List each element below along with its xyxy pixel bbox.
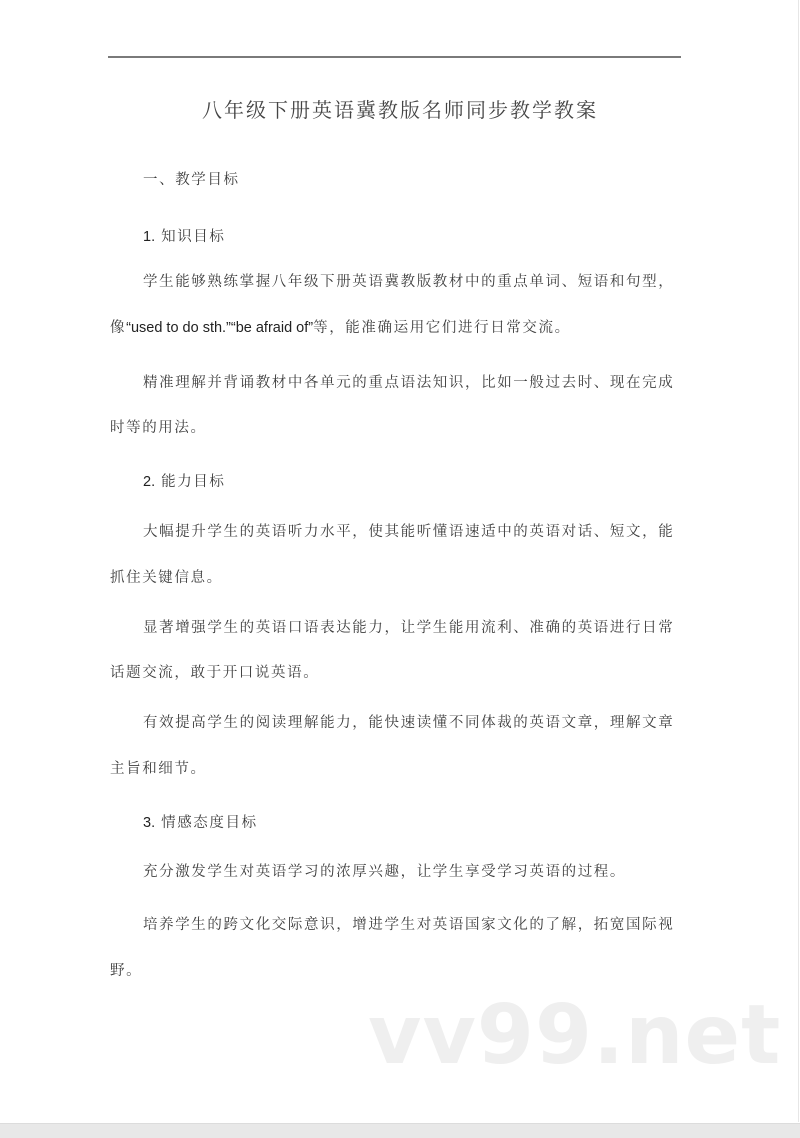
text-fragment: 等，能准确运用它们进行日常交流。 [313, 320, 571, 336]
subsection-title: 情感态度目标 [161, 815, 258, 831]
subsection-number: 3. [143, 815, 156, 831]
paragraph-line: 抓住关键信息。 [110, 570, 223, 586]
section-heading: 一、教学目标 [143, 172, 240, 188]
paragraph-line: 精准理解并背诵教材中各单元的重点语法知识，比如一般过去时、现在完成 [143, 375, 675, 391]
english-phrases: “used to do sth.”“be afraid of” [126, 320, 314, 336]
paragraph-line: 野。 [110, 963, 143, 979]
paragraph-line: 话题交流，敢于开口说英语。 [110, 665, 320, 681]
subsection-heading-attitude [143, 811, 258, 832]
subsection-number: 1. [143, 229, 156, 245]
subsection-title: 知识目标 [161, 229, 226, 245]
paragraph-line: 时等的用法。 [110, 420, 207, 436]
watermark: vv99.net [368, 988, 782, 1083]
page-bottom-band [0, 1123, 800, 1138]
paragraph-line: 显著增强学生的英语口语表达能力，让学生能用流利、准确的英语进行日常 [143, 620, 675, 636]
paragraph-line: 学生能够熟练掌握八年级下册英语冀教版教材中的重点单词、短语和句型， [143, 274, 675, 290]
text-fragment: 像 [110, 320, 127, 336]
document-title: 八年级下册英语冀教版名师同步教学教案 [202, 98, 598, 122]
paragraph-line: 充分激发学生对英语学习的浓厚兴趣，让学生享受学习英语的过程。 [143, 864, 626, 880]
paragraph-line: 有效提高学生的阅读理解能力，能快速读懂不同体裁的英语文章，理解文章 [143, 715, 675, 731]
subsection-heading-ability [143, 470, 226, 491]
paragraph-line [110, 316, 571, 337]
paragraph-line: 主旨和细节。 [110, 761, 207, 777]
subsection-number: 2. [143, 474, 156, 490]
header-rule [108, 56, 681, 58]
subsection-heading-knowledge [143, 225, 226, 246]
paragraph-line: 大幅提升学生的英语听力水平，使其能听懂语速适中的英语对话、短文，能 [143, 524, 675, 540]
paragraph-line: 培养学生的跨文化交际意识，增进学生对英语国家文化的了解，拓宽国际视 [143, 917, 675, 933]
subsection-title: 能力目标 [161, 474, 226, 490]
